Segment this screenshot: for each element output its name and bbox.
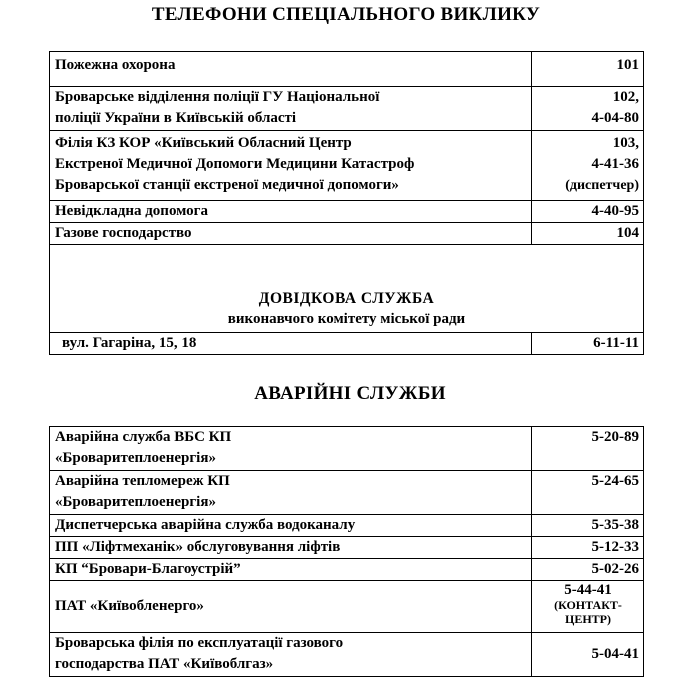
service-name-line: Диспетчерська аварійна служба водоканалу bbox=[55, 517, 356, 533]
service-name-line: Пожежна охорона bbox=[55, 57, 176, 73]
service-name-line: Броварської станції екстреної медичної допомоги» bbox=[55, 177, 399, 193]
phone-number: 4-41-36 bbox=[591, 156, 639, 172]
service-phone bbox=[532, 581, 644, 633]
service-name-line: Екстреної Медичної Допомоги Медицини Катастроф bbox=[55, 156, 415, 172]
service-name bbox=[50, 87, 532, 131]
service-name bbox=[50, 471, 532, 515]
table-row bbox=[50, 52, 644, 87]
service-phone bbox=[532, 87, 644, 131]
section-title: АВАРІЙНІ СЛУЖБИ bbox=[254, 383, 446, 404]
page-title: ТЕЛЕФОНИ СПЕЦІАЛЬНОГО ВИКЛИКУ bbox=[151, 4, 541, 25]
service-name-line: «Броваритеплоенергія» bbox=[55, 494, 216, 510]
service-name bbox=[50, 223, 532, 245]
table-row bbox=[50, 223, 644, 245]
reference-service-row bbox=[50, 245, 644, 333]
phone-note: ЦЕНТР) bbox=[564, 612, 611, 626]
reference-heading: ДОВІДКОВА СЛУЖБА bbox=[258, 290, 435, 307]
service-phone bbox=[532, 52, 644, 87]
service-phone bbox=[532, 427, 644, 471]
service-phone bbox=[532, 223, 644, 245]
service-phone bbox=[532, 559, 644, 581]
service-name bbox=[50, 52, 532, 87]
service-name bbox=[50, 201, 532, 223]
phone-number: 5-44-41 bbox=[564, 582, 612, 598]
service-name-line: Броварське відділення поліції ГУ Національної bbox=[55, 89, 380, 105]
reference-subheading: виконавчого комітету міської ради bbox=[227, 311, 466, 327]
phone-number: 5-12-33 bbox=[591, 539, 639, 555]
service-phone bbox=[532, 633, 644, 677]
service-phone bbox=[532, 515, 644, 537]
table-row bbox=[50, 333, 644, 355]
phone-number: 5-24-65 bbox=[591, 473, 639, 489]
service-name-line: господарства ПАТ «Київоблгаз» bbox=[55, 656, 274, 672]
table-row bbox=[50, 559, 644, 581]
phone-number: 5-35-38 bbox=[591, 517, 639, 533]
service-phone bbox=[532, 537, 644, 559]
service-name-line: КП “Бровари-Благоустрій” bbox=[55, 561, 241, 577]
table-row bbox=[50, 471, 644, 515]
service-name bbox=[50, 581, 532, 633]
phone-number: 4-04-80 bbox=[591, 110, 639, 126]
table-row bbox=[50, 87, 644, 131]
service-name-line: Філія КЗ КОР «Київський Обласний Центр bbox=[55, 135, 352, 151]
service-name bbox=[50, 131, 532, 201]
service-name-line: «Броваритеплоенергія» bbox=[55, 450, 216, 466]
service-name-line: Аварійна служба ВБС КП bbox=[55, 429, 232, 445]
phone-number: 5-20-89 bbox=[591, 429, 639, 445]
phone-number: 103, bbox=[612, 135, 639, 151]
phone-number: 101 bbox=[616, 57, 639, 73]
table-row bbox=[50, 581, 644, 633]
phone-number: 4-40-95 bbox=[591, 203, 639, 219]
service-name bbox=[50, 633, 532, 677]
service-name-line: Броварська філія по експлуатації газового bbox=[55, 635, 344, 651]
service-name bbox=[50, 537, 532, 559]
service-phone bbox=[532, 131, 644, 201]
service-name-line: Аварійна тепломереж КП bbox=[55, 473, 230, 489]
service-name-line: Газове господарство bbox=[55, 225, 192, 241]
special-call-table bbox=[49, 51, 644, 355]
service-name-line: поліції України в Київській області bbox=[55, 110, 297, 126]
phone-number: 5-04-41 bbox=[591, 646, 639, 662]
table-row bbox=[50, 131, 644, 201]
phone-number: 5-02-26 bbox=[591, 561, 639, 577]
table-row bbox=[50, 537, 644, 559]
table-row bbox=[50, 201, 644, 223]
table-row bbox=[50, 515, 644, 537]
service-name-line: ПАТ «Київобленерго» bbox=[55, 598, 204, 614]
address-text: вул. Гагаріна, 15, 18 bbox=[62, 335, 197, 351]
service-name bbox=[50, 427, 532, 471]
service-phone bbox=[532, 471, 644, 515]
phone-number: 104 bbox=[616, 225, 639, 241]
phone-number: 102, bbox=[612, 89, 639, 105]
table-row bbox=[50, 633, 644, 677]
service-phone bbox=[532, 201, 644, 223]
reference-service bbox=[50, 245, 644, 333]
reference-address bbox=[50, 333, 532, 355]
phone-note: (диспетчер) bbox=[565, 178, 639, 193]
emergency-services-table bbox=[49, 426, 644, 677]
table-row bbox=[50, 427, 644, 471]
service-name bbox=[50, 559, 532, 581]
service-name-line: Невідкладна допомога bbox=[55, 203, 208, 219]
phone-note: (КОНТАКТ- bbox=[554, 598, 622, 612]
phone-number: 6-11-11 bbox=[593, 335, 639, 351]
service-name bbox=[50, 515, 532, 537]
reference-phone bbox=[532, 333, 644, 355]
service-name-line: ПП «Ліфтмеханік» обслуговування ліфтів bbox=[55, 539, 341, 555]
